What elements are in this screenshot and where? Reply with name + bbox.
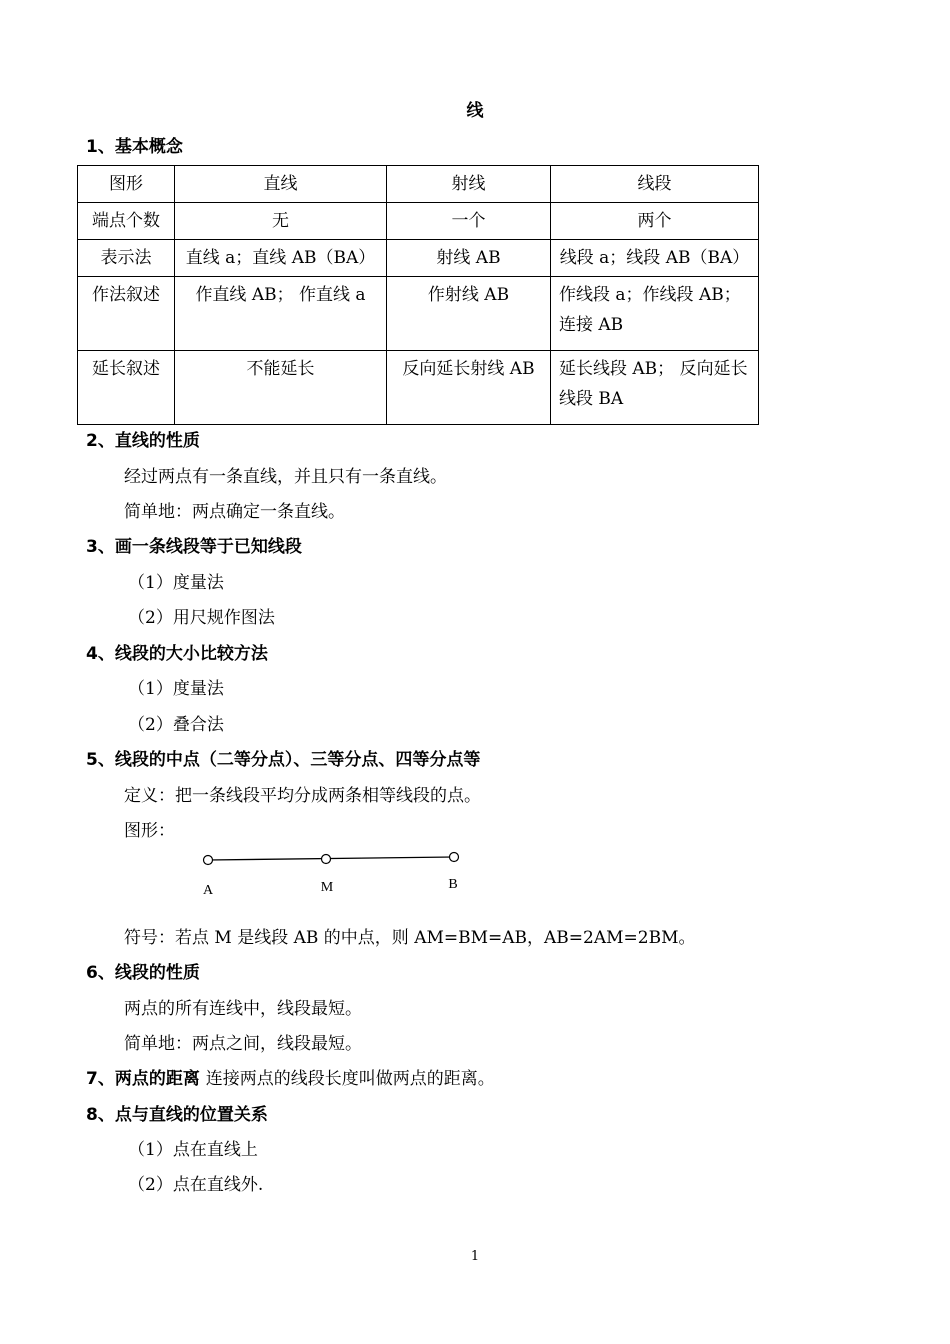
paragraph: 简单地：两点确定一条直线。 (124, 502, 345, 522)
table-row (78, 351, 759, 425)
list-item: （1）度量法 (128, 679, 224, 699)
point-a-label: A (202, 883, 214, 898)
point-m-label: M (320, 880, 334, 895)
point-a-marker (204, 856, 213, 865)
table-cell: 一个 (387, 203, 551, 240)
table-cell: 延长线段 AB； 反向延长线段 BA (551, 351, 759, 425)
section-8-heading: 8、点与直线的位置关系 (86, 1105, 268, 1125)
table-row (78, 203, 759, 240)
table-cell: 反向延长射线 AB (387, 351, 551, 425)
list-item: （2）叠合法 (128, 715, 224, 735)
table-cell: 作法叙述 (78, 277, 175, 351)
table-cell: 延长叙述 (78, 351, 175, 425)
table-cell: 射线 AB (387, 240, 551, 277)
section-2-heading: 2、直线的性质 (86, 431, 200, 451)
table-cell: 直线 (175, 166, 387, 203)
point-m-marker (322, 855, 331, 864)
table-cell: 线段 a；线段 AB（BA） (551, 240, 759, 277)
paragraph: 两点的所有连线中，线段最短。 (124, 999, 362, 1019)
table-cell: 端点个数 (78, 203, 175, 240)
table-header-row (78, 166, 759, 203)
table-cell: 不能延长 (175, 351, 387, 425)
table-row (78, 240, 759, 277)
symbol-text: 符号：若点 M 是线段 AB 的中点，则 AM=BM=AB，AB=2AM=2BM。 (124, 928, 696, 948)
table-cell: 作射线 AB (387, 277, 551, 351)
section-3-heading: 3、画一条线段等于已知线段 (86, 537, 302, 557)
section-4-heading: 4、线段的大小比较方法 (86, 644, 268, 664)
point-b-marker (450, 853, 459, 862)
table-cell: 图形 (78, 166, 175, 203)
definition-text: 定义：把一条线段平均分成两条相等线段的点。 (124, 786, 481, 806)
list-item: （2）点在直线外. (128, 1175, 264, 1195)
table-cell: 直线 a；直线 AB（BA） (175, 240, 387, 277)
page-title: 线 (466, 101, 484, 121)
list-item: （1）度量法 (128, 573, 224, 593)
list-item: （2）用尺规作图法 (128, 608, 275, 628)
table-cell: 两个 (551, 203, 759, 240)
section-6-heading: 6、线段的性质 (86, 963, 200, 983)
paragraph: 经过两点有一条直线，并且只有一条直线。 (124, 467, 447, 487)
section-7-text: 连接两点的线段长度叫做两点的距离。 (205, 1069, 495, 1089)
page-number: 1 (470, 1249, 480, 1264)
section-7-title: 7、两点的距离 (86, 1069, 200, 1089)
paragraph: 简单地：两点之间，线段最短。 (124, 1034, 362, 1054)
figure-label: 图形： (124, 821, 175, 841)
point-b-label: B (448, 877, 458, 892)
section-7-heading (86, 1064, 495, 1089)
table-cell: 无 (175, 203, 387, 240)
table-cell: 线段 (551, 166, 759, 203)
table-row (78, 277, 759, 351)
table-cell: 表示法 (78, 240, 175, 277)
table-cell: 作直线 AB； 作直线 a (175, 277, 387, 351)
list-item: （1）点在直线上 (128, 1140, 258, 1160)
basic-concepts-table (77, 165, 759, 425)
midpoint-segment-diagram (195, 845, 475, 905)
table-cell: 射线 (387, 166, 551, 203)
section-1-heading: 1、基本概念 (86, 137, 183, 157)
table-cell: 作线段 a；作线段 AB；连接 AB (551, 277, 759, 351)
section-5-heading: 5、线段的中点（二等分点）、三等分点、四等分点等 (86, 750, 481, 770)
